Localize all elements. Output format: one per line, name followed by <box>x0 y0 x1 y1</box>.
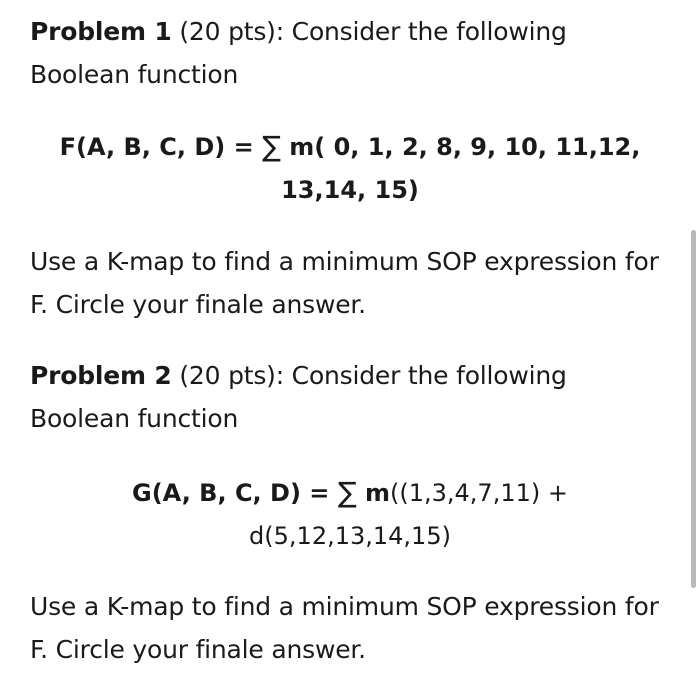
function-g-line-1 <box>0 470 700 515</box>
function-g-formula <box>0 470 700 558</box>
problem-1-instruction <box>30 240 680 326</box>
problem-2-heading <box>30 354 680 440</box>
function-g-minterms-m: m <box>356 479 390 507</box>
vertical-scrollbar[interactable] <box>691 230 696 588</box>
function-g-minterms: ((1,3,4,7,11) + <box>390 479 568 507</box>
function-f-line-2: 13,14, 15) <box>281 176 419 204</box>
sigma-symbol: ∑ <box>262 130 281 163</box>
problem-2-label: Problem 2 <box>30 361 172 390</box>
problem-1-heading-line-1 <box>30 10 680 53</box>
problem-2-heading-line-2: Boolean function <box>30 404 239 433</box>
function-g-line-2: d(5,12,13,14,15) <box>249 522 451 550</box>
problem-2-heading-line-1 <box>30 354 680 397</box>
problem-2-instruction <box>30 585 680 671</box>
function-g-lhs: G(A, B, C, D) = <box>132 479 338 507</box>
function-f-lhs: F(A, B, C, D) = <box>59 133 263 161</box>
problem-1-heading <box>30 10 680 96</box>
problem-1-instruction-line-2: F. Circle your finale answer. <box>30 290 366 319</box>
sigma-symbol: ∑ <box>337 476 357 509</box>
function-f-minterms: m( 0, 1, 2, 8, 9, 10, 11,12, <box>280 133 641 161</box>
problem-1-heading-line-2: Boolean function <box>30 60 239 89</box>
problem-2-instruction-line-2: F. Circle your finale answer. <box>30 635 366 664</box>
problem-2-points-text: (20 pts): Consider the following <box>171 361 567 390</box>
function-f-line-1 <box>0 124 700 169</box>
problem-1-points-text: (20 pts): Consider the following <box>171 17 567 46</box>
problem-1-label: Problem 1 <box>30 17 172 46</box>
problem-1-instruction-line-1: Use a K-map to find a minimum SOP expression for <box>30 247 659 276</box>
problem-2-instruction-line-1: Use a K-map to find a minimum SOP expression for <box>30 592 659 621</box>
function-f-formula <box>0 124 700 212</box>
